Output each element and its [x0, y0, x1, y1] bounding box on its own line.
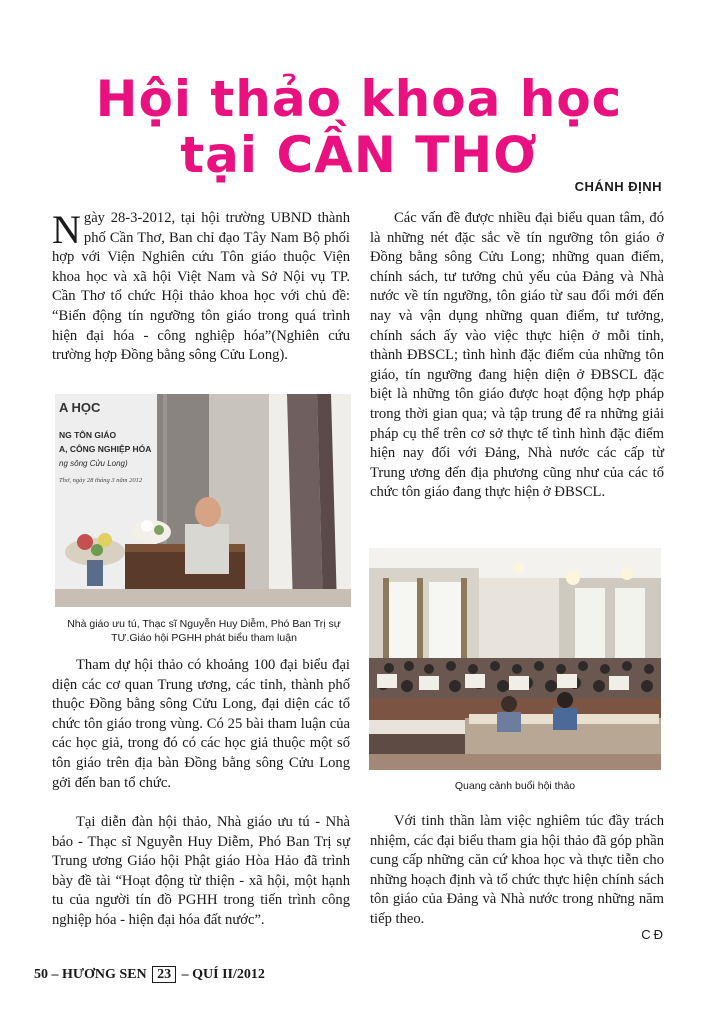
paragraph-5: Với tinh thần làm việc nghiêm túc đầy trách nhiệm, các đại biểu tham gia hội thảo đã góp phần cung cấp những căn cứ khoa học và thực tiễn cho những hoạch định và tổ chức thực hiện chính sách tôn giáo của Đảng và Nhà nước trong những năm tiếp theo.: [370, 813, 664, 927]
speaker-caption-line-1: Nhà giáo ưu tú, Thạc sĩ Nguyễn Huy Diễm, Phó Ban Trị sự: [67, 618, 341, 630]
footer-dash-2: –: [181, 967, 189, 982]
paragraph-4: Các vấn đề được nhiều đại biểu quan tâm, đó là những nét đặc sắc về tín ngưỡng tôn giáo ở Đồng bằng sông Cửu Long; những quan điểm, chính sách, tư tưởng chủ yếu của Đảng và Nhà nước về tín ngưỡng, tôn giáo từ sau đổi mới đến nay và vận dụng những quan điểm, tư tưởng, chính sách ấy vào việc thực hiện ở mỗi tỉnh, thành ĐBSCL; tình hình đặc điểm của những tôn giáo, tín ngưỡng đang hiện diện ở ĐBSCL đặc biệt là những tôn giáo được hoạt động hợp pháp trong thời gian qua; và tập trung để ra những giải pháp cụ thể trên cơ sở thực tế tình hình đặc điểm hiện nay đối với Đảng, Nhà nước các cấp từ Trung ương đến địa phương cũng như của các tổ chức tôn giáo đang thực hiện ở ĐBSCL.: [370, 210, 664, 501]
page-footer: [34, 966, 265, 983]
speaker-photo-image: [55, 394, 351, 607]
banner-text-5: Thơ, ngày 28 tháng 3 năm 2012: [59, 477, 143, 484]
conference-photo-image: [369, 548, 661, 770]
paragraph-3: Tại diễn đàn hội thảo, Nhà giáo ưu tú - Nhà báo - Thạc sĩ Nguyễn Huy Diễm, Phó Ban Trị sự Trung ương Giáo hội Phật giáo Hòa Hảo đã trình bày đề tài “Hoạt động từ thiện - xã hội, một hạnh tu của người tín đồ PGHH trong tiến trình công nghiệp hóa - hiện đại hóa đất nước”.: [52, 814, 350, 928]
banner-text-4: ng sông Cửu Long): [59, 459, 128, 468]
speaker-caption-line-2: TƯ.Giáo hội PGHH phát biểu tham luận: [111, 632, 297, 644]
issue-quarter: QUÍ II/2012: [192, 967, 265, 982]
page-number: 50: [34, 967, 48, 982]
speaker-photo: [55, 394, 351, 607]
footer-dash-1: –: [51, 967, 59, 982]
signature: CĐ: [641, 927, 666, 942]
banner-text-2: NG TÔN GIÁO: [59, 430, 117, 440]
banner-text-1: A HỌC: [59, 400, 101, 415]
banner-text-3: A, CÔNG NGHIỆP HÓA: [59, 444, 152, 454]
drop-cap: N: [52, 207, 81, 252]
magazine-name: HƯƠNG SEN: [62, 967, 147, 982]
author-name: CHÁNH ĐỊNH: [574, 179, 662, 194]
issue-number: 23: [152, 966, 176, 983]
paragraph-1-text: gày 28-3-2012, tại hội trường UBND thành phố Cần Thơ, Ban chỉ đạo Tây Nam Bộ phối hợp với Viện Nghiên cứu Tôn giáo thuộc Viện khoa học và xã hội Việt Nam và Sở Nội vụ TP. Cần Thơ tổ chức Hội thảo khoa học với chủ đề: “Biến động tín ngưỡng tôn giáo trong quá trình hiện đại hóa - công nghiệp hóa”(Nghiên cứu trường hợp Đồng bằng sông Cửu Long).: [52, 210, 350, 364]
article-title-line-1: Hội thảo khoa học: [95, 70, 623, 128]
speaker-photo-caption: [55, 617, 353, 645]
conference-photo-caption: Quang cảnh buổi hội thảo: [454, 780, 576, 792]
article-title-line-2: tại CẦN THƠ: [180, 126, 538, 184]
paragraph-2: Tham dự hội thảo có khoảng 100 đại biểu đại diện các cơ quan Trung ương, các tỉnh, thành phố thuộc Đồng bằng sông Cửu Long, đại diện các tổ chức tôn giáo trong vùng. Có 25 bài tham luận của các học giả, trong đó có các học giả thuộc một số tôn giáo trên địa bàn Đồng bằng sông Cửu Long gởi đến ban tổ chức.: [52, 657, 350, 791]
conference-photo: [369, 548, 661, 770]
paragraph-1: [52, 209, 350, 366]
